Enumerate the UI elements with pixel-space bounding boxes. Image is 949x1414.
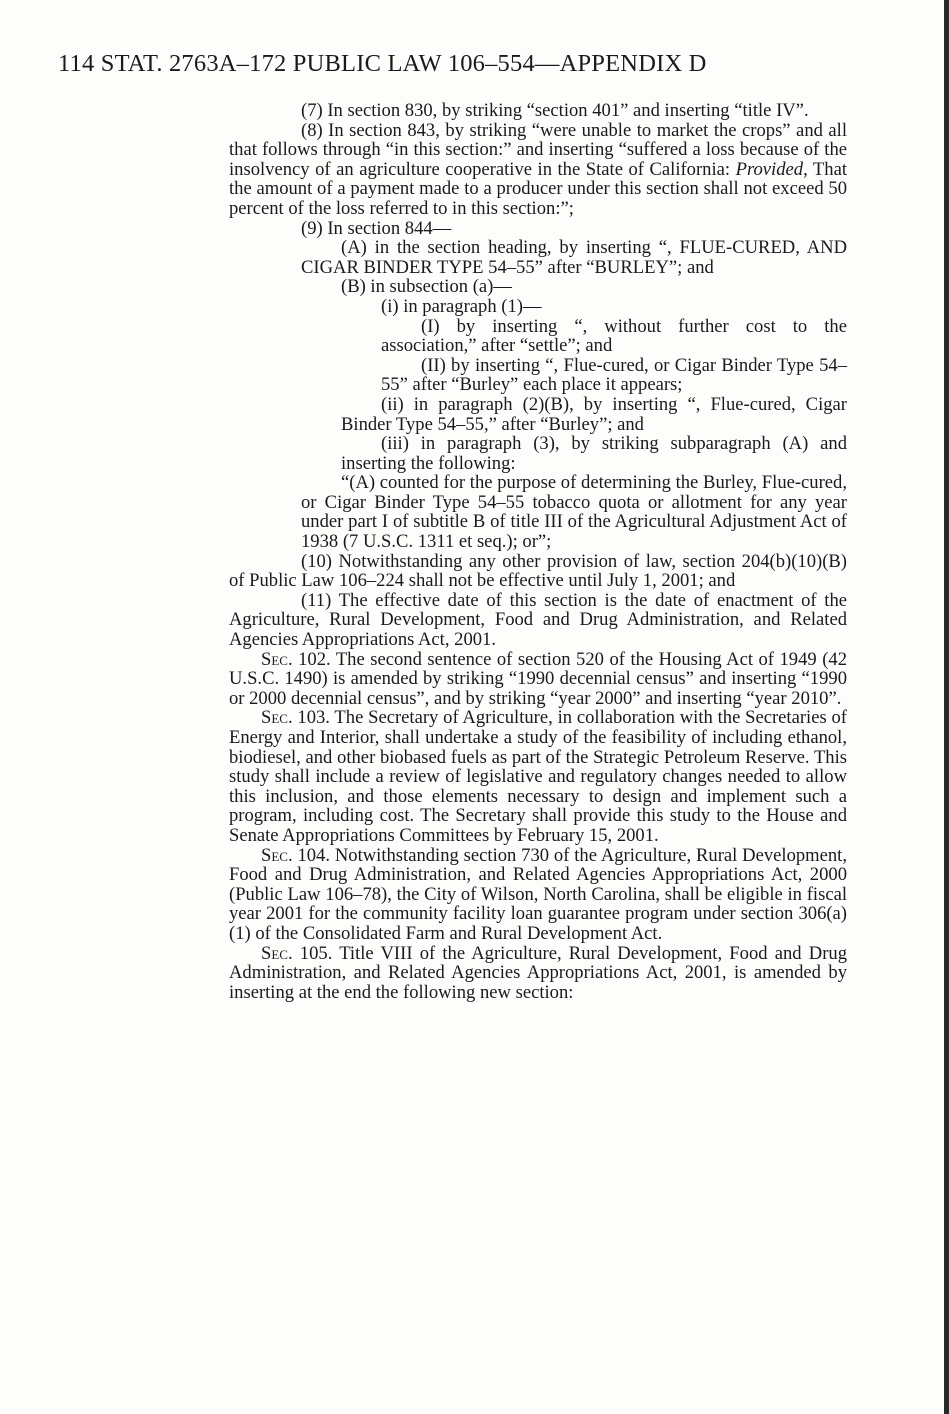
paragraph-text: (11) The effective date of this section is the date of enactment of the Agriculture, Rural Development, Food and Drug Administration, and Related Agencies Appropriations Act, 2001.	[229, 589, 847, 651]
paragraph	[229, 238, 847, 277]
paragraph	[229, 121, 847, 219]
paragraph-text: (i) in paragraph (1)—	[381, 295, 542, 317]
paragraph	[229, 650, 847, 709]
paragraph-text: , That the amount of a payment made to a producer under this section shall not exceed 50 percent of the loss referred to in this section:”;	[229, 158, 847, 219]
paragraph-text: 103. The Secretary of Agriculture, in collaboration with the Secretaries of Energy and Interior, shall undertake a study of the feasibility of including ethanol, biodiesel, and other biobased fuels as part of the Strategic Petroleum Reserve. This study shall include a review of legislative and regulatory changes needed to allow this inclusion, and those elements necessary to design and implement such a program, including cost. The Secretary shall provide this study to the House and Senate Appropriations Committees by February 15, 2001.	[229, 707, 847, 846]
paragraph-text: (10) Notwithstanding any other provision of law, section 204(b)(10)(B) of Public Law 106–224 shall not be effective until July 1, 2001; and	[229, 550, 847, 592]
paragraph	[229, 473, 847, 551]
page-header: 114 STAT. 2763A–172 PUBLIC LAW 106–554—APPENDIX D	[58, 50, 707, 77]
document-body	[229, 101, 847, 1002]
paragraph	[229, 552, 847, 591]
paragraph-text: (I) by inserting “, without further cost to the association,” after “settle”; and	[381, 315, 847, 357]
paragraph-text: 105. Title VIII of the Agriculture, Rural Development, Food and Drug Administration, and Related Agencies Appropriations Act, 2001, is amended by inserting at the end the following new section:	[229, 942, 847, 1003]
paragraph	[229, 395, 847, 434]
paragraph-text: (8) In section 843, by striking “were unable to market the crops” and all that follows through “in this section:” and inserting “suffered a loss because of the insolvency of an agriculture cooperative in the State of California:	[229, 119, 847, 180]
paragraph	[229, 944, 847, 1003]
paragraph	[229, 434, 847, 473]
italic-text: Provided	[735, 158, 804, 180]
paragraph	[229, 356, 847, 395]
section-label: Sec.	[261, 707, 293, 729]
paragraph-text: (9) In section 844—	[301, 217, 452, 239]
paragraph	[229, 846, 847, 944]
paragraph	[229, 591, 847, 650]
paragraph-text: “(A) counted for the purpose of determining the Burley, Flue-cured, or Cigar Binder Type 54–55 tobacco quota or allotment for any year under part I of subtitle B of title III of the Agricultural Adjustment Act of 1938 (7 U.S.C. 1311 et seq.); or”;	[301, 472, 847, 553]
paragraph	[229, 317, 847, 356]
paragraph	[229, 708, 847, 845]
paragraph-text: 102. The second sentence of section 520 of the Housing Act of 1949 (42 U.S.C. 1490) is amended by striking “1990 decennial census” and inserting “1990 or 2000 decennial census”, and by striking “year 2000” and inserting “year 2010”.	[229, 648, 847, 709]
section-label: Sec.	[261, 942, 293, 964]
paragraph	[229, 219, 847, 239]
paragraph-text: (7) In section 830, by striking “section 401” and inserting “title IV”.	[301, 100, 809, 121]
paragraph-text: (II) by inserting “, Flue-cured, or Cigar Binder Type 54–55” after “Burley” each place it appears;	[381, 354, 847, 396]
paragraph-text: 104. Notwithstanding section 730 of the Agriculture, Rural Development, Food and Drug Administration, and Related Agencies Appropriations Act, 2000 (Public Law 106–78), the City of Wilson, North Carolina, shall be eligible in fiscal year 2001 for the community facility loan guarantee program under section 306(a)(1) of the Consolidated Farm and Rural Development Act.	[229, 844, 847, 944]
section-label: Sec.	[261, 844, 293, 866]
paragraph-text: (A) in the section heading, by inserting “, FLUE-CURED, AND CIGAR BINDER TYPE 54–55” after “BURLEY”; and	[301, 237, 847, 278]
paragraph-text: (ii) in paragraph (2)(B), by inserting “, Flue-cured, Cigar Binder Type 54–55,” after “Burley”; and	[341, 393, 847, 435]
paragraph	[229, 277, 847, 297]
paragraph-text: (iii) in paragraph (3), by striking subparagraph (A) and inserting the following:	[341, 433, 847, 474]
page-edge	[944, 0, 949, 1414]
section-label: Sec.	[261, 648, 293, 670]
paragraph	[229, 297, 847, 317]
paragraph-text: (B) in subsection (a)—	[341, 276, 512, 298]
paragraph	[229, 101, 847, 121]
